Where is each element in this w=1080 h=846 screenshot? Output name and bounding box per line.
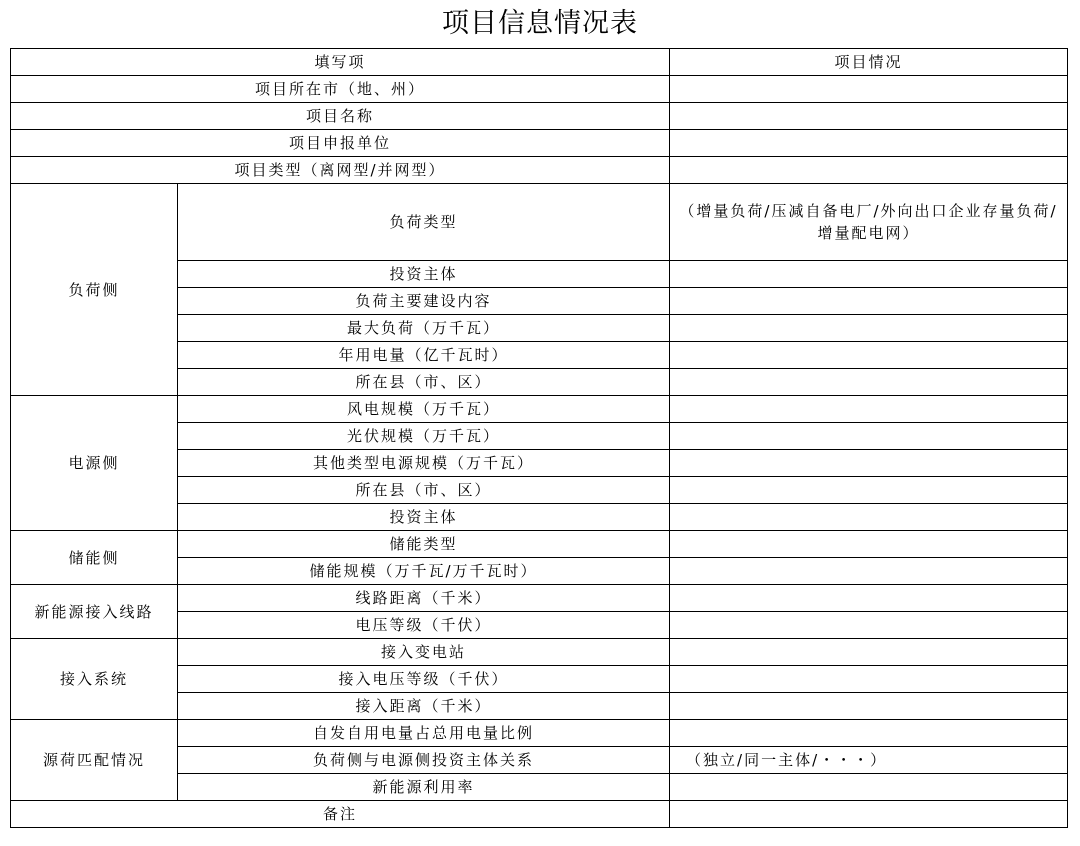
table-row	[11, 720, 1068, 747]
row-value[interactable]	[670, 639, 1068, 666]
row-value[interactable]	[670, 504, 1068, 531]
row-value[interactable]	[670, 157, 1068, 184]
table-row	[11, 639, 1068, 666]
row-label: 最大负荷（万千瓦）	[178, 315, 670, 342]
row-value[interactable]	[670, 558, 1068, 585]
row-value[interactable]	[670, 288, 1068, 315]
row-value[interactable]	[670, 612, 1068, 639]
row-value[interactable]	[670, 531, 1068, 558]
row-label: 项目名称	[11, 103, 670, 130]
row-label: 负荷类型	[178, 184, 670, 261]
row-label: 自发自用电量占总用电量比例	[178, 720, 670, 747]
row-label: 项目申报单位	[11, 130, 670, 157]
table-row	[11, 801, 1068, 828]
group-label: 源荷匹配情况	[11, 720, 178, 801]
row-label: 电压等级（千伏）	[178, 612, 670, 639]
row-value[interactable]: （独立/同一主体/・・・）	[670, 747, 1068, 774]
remarks-value[interactable]	[670, 801, 1068, 828]
row-value[interactable]	[670, 774, 1068, 801]
table-row	[11, 585, 1068, 612]
header-project-status: 项目情况	[670, 49, 1068, 76]
row-label: 接入距离（千米）	[178, 693, 670, 720]
row-label: 项目类型（离网型/并网型）	[11, 157, 670, 184]
row-label: 接入变电站	[178, 639, 670, 666]
project-info-table	[10, 48, 1068, 828]
table-row	[11, 130, 1068, 157]
row-value[interactable]	[670, 342, 1068, 369]
row-value[interactable]	[670, 720, 1068, 747]
table-row	[11, 396, 1068, 423]
row-value[interactable]: （增量负荷/压减自备电厂/外向出口企业存量负荷/增量配电网）	[670, 184, 1068, 261]
row-value[interactable]	[670, 585, 1068, 612]
table-row	[11, 103, 1068, 130]
row-label: 所在县（市、区）	[178, 369, 670, 396]
row-label: 其他类型电源规模（万千瓦）	[178, 450, 670, 477]
row-value[interactable]	[670, 315, 1068, 342]
row-value[interactable]	[670, 693, 1068, 720]
group-label: 新能源接入线路	[11, 585, 178, 639]
row-label: 风电规模（万千瓦）	[178, 396, 670, 423]
row-label: 负荷侧与电源侧投资主体关系	[178, 747, 670, 774]
table-row	[11, 184, 1068, 261]
table-row	[11, 531, 1068, 558]
row-value[interactable]	[670, 666, 1068, 693]
group-label: 接入系统	[11, 639, 178, 720]
row-label: 投资主体	[178, 261, 670, 288]
row-label: 新能源利用率	[178, 774, 670, 801]
row-value[interactable]	[670, 261, 1068, 288]
remarks-label: 备注	[11, 801, 670, 828]
row-label: 储能类型	[178, 531, 670, 558]
row-label: 线路距离（千米）	[178, 585, 670, 612]
row-label: 项目所在市（地、州）	[11, 76, 670, 103]
row-label: 负荷主要建设内容	[178, 288, 670, 315]
row-value[interactable]	[670, 477, 1068, 504]
row-label: 年用电量（亿千瓦时）	[178, 342, 670, 369]
row-label: 接入电压等级（千伏）	[178, 666, 670, 693]
row-value[interactable]	[670, 369, 1068, 396]
page-title: 项目信息情况表	[442, 8, 638, 39]
row-value[interactable]	[670, 396, 1068, 423]
group-label: 电源侧	[11, 396, 178, 531]
table-row	[11, 76, 1068, 103]
header-fill-item: 填写项	[11, 49, 670, 76]
row-value[interactable]	[670, 103, 1068, 130]
row-value[interactable]	[670, 450, 1068, 477]
row-label: 投资主体	[178, 504, 670, 531]
table-row	[11, 157, 1068, 184]
row-value[interactable]	[670, 76, 1068, 103]
row-value[interactable]	[670, 423, 1068, 450]
row-label: 储能规模（万千瓦/万千瓦时）	[178, 558, 670, 585]
row-label: 所在县（市、区）	[178, 477, 670, 504]
header-row	[11, 49, 1068, 76]
group-label: 储能侧	[11, 531, 178, 585]
row-label: 光伏规模（万千瓦）	[178, 423, 670, 450]
group-label: 负荷侧	[11, 184, 178, 396]
row-value[interactable]	[670, 130, 1068, 157]
